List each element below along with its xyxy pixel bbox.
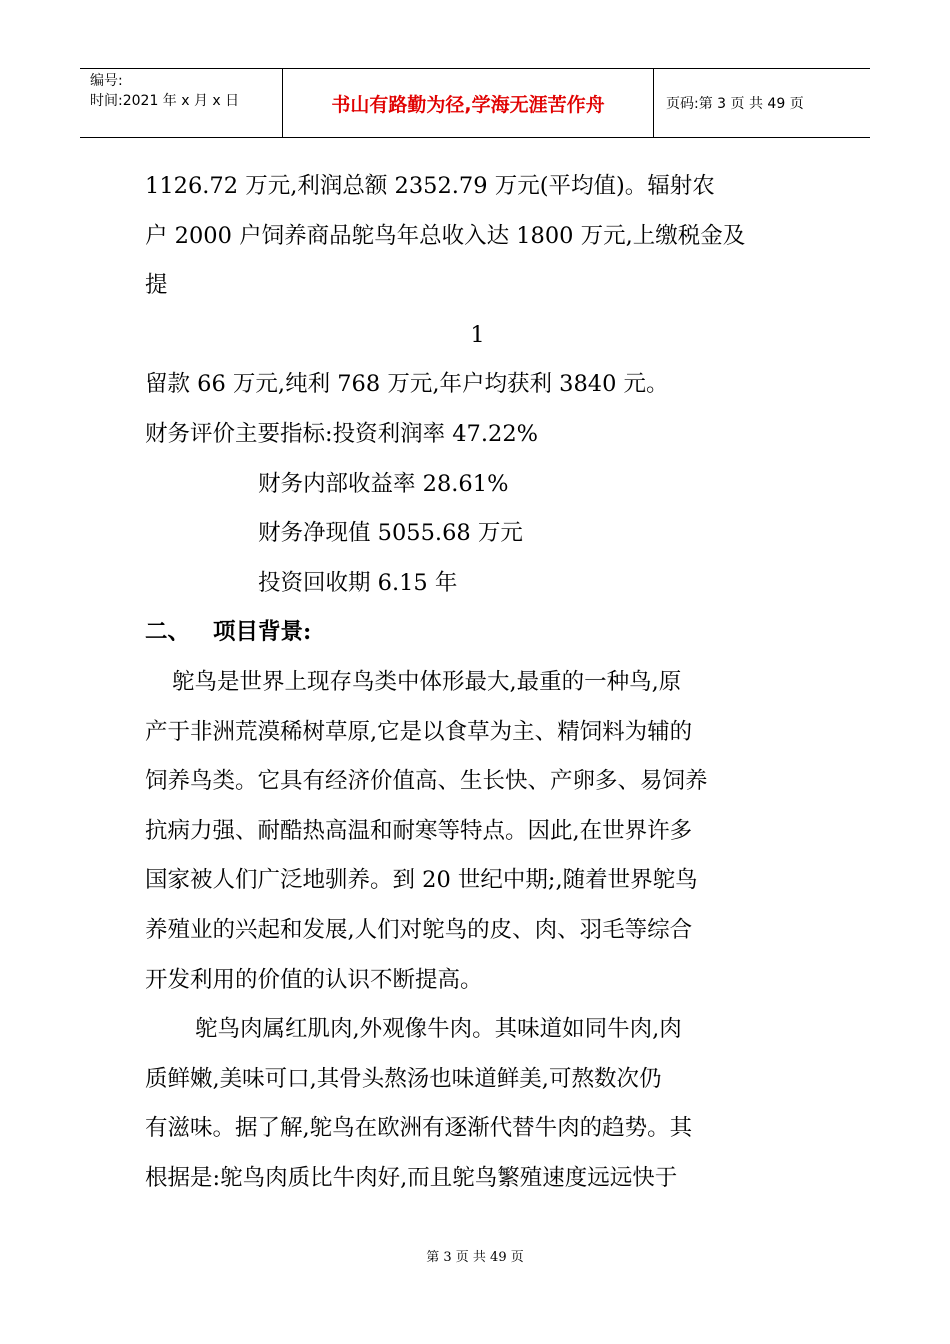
body-line: 根据是:鸵鸟肉质比牛肉好,而且鸵鸟繁殖速度远远快于	[145, 1164, 678, 1191]
body-line: 抗病力强、耐酷热高温和耐寒等特点。因此,在世界许多	[145, 817, 693, 844]
financial-irr: 财务内部收益率 28.61%	[258, 470, 509, 497]
body-line: 国家被人们广泛地驯养。到 20 世纪中期;,随着世界鸵鸟	[145, 867, 698, 894]
date-label: 时间:2021 年 x 月 x 日	[90, 93, 240, 109]
header-page-info	[654, 69, 870, 137]
section-title: 项目背景:	[213, 619, 312, 646]
body-line: 产于非洲荒漠稀树草原,它是以食草为主、精饲料为辅的	[145, 718, 693, 745]
body-line: 户 2000 户饲养商品鸵鸟年总收入达 1800 万元,上缴税金及	[145, 222, 746, 249]
document-body	[145, 162, 810, 1203]
page-footer: 第 3 页 共 49 页	[426, 1250, 524, 1265]
body-line: 鸵鸟肉属红肌肉,外观像牛肉。其味道如同牛肉,肉	[195, 1016, 682, 1043]
body-line: 开发利用的价值的认识不断提高。	[145, 966, 483, 993]
section-heading	[145, 608, 810, 658]
body-line: 质鲜嫩,美味可口,其骨头熬汤也味道鲜美,可熬数次仍	[145, 1065, 662, 1092]
body-line: 提	[145, 272, 168, 299]
header-motto-cell	[282, 69, 654, 137]
body-line: 留款 66 万元,纯利 768 万元,年户均获利 3840 元。	[145, 371, 669, 398]
body-line: 饲养鸟类。它具有经济价值高、生长快、产卵多、易饲养	[145, 768, 708, 795]
page-header	[80, 68, 870, 138]
header-meta	[80, 69, 282, 137]
body-line: 鸵鸟是世界上现存鸟类中体形最大,最重的一种鸟,原	[172, 668, 682, 695]
financial-payback: 投资回收期 6.15 年	[258, 569, 458, 596]
page-info-text: 页码:第 3 页 共 49 页	[666, 96, 804, 112]
body-line: 养殖业的兴起和发展,人们对鸵鸟的皮、肉、羽毛等综合	[145, 916, 693, 943]
financial-indicators-heading: 财务评价主要指标:投资利润率 47.22%	[145, 420, 539, 447]
center-number: 1	[470, 321, 485, 348]
financial-npv: 财务净现值 5055.68 万元	[258, 520, 523, 547]
body-line: 有滋味。据了解,鸵鸟在欧洲有逐渐代替牛肉的趋势。其	[145, 1115, 693, 1142]
section-number: 二、	[145, 619, 191, 646]
body-line: 1126.72 万元,利润总额 2352.79 万元(平均值)。辐射农	[145, 173, 715, 199]
number-label: 编号:	[90, 73, 123, 89]
motto-text: 书山有路勤为径,学海无涯苦作舟	[331, 93, 605, 116]
